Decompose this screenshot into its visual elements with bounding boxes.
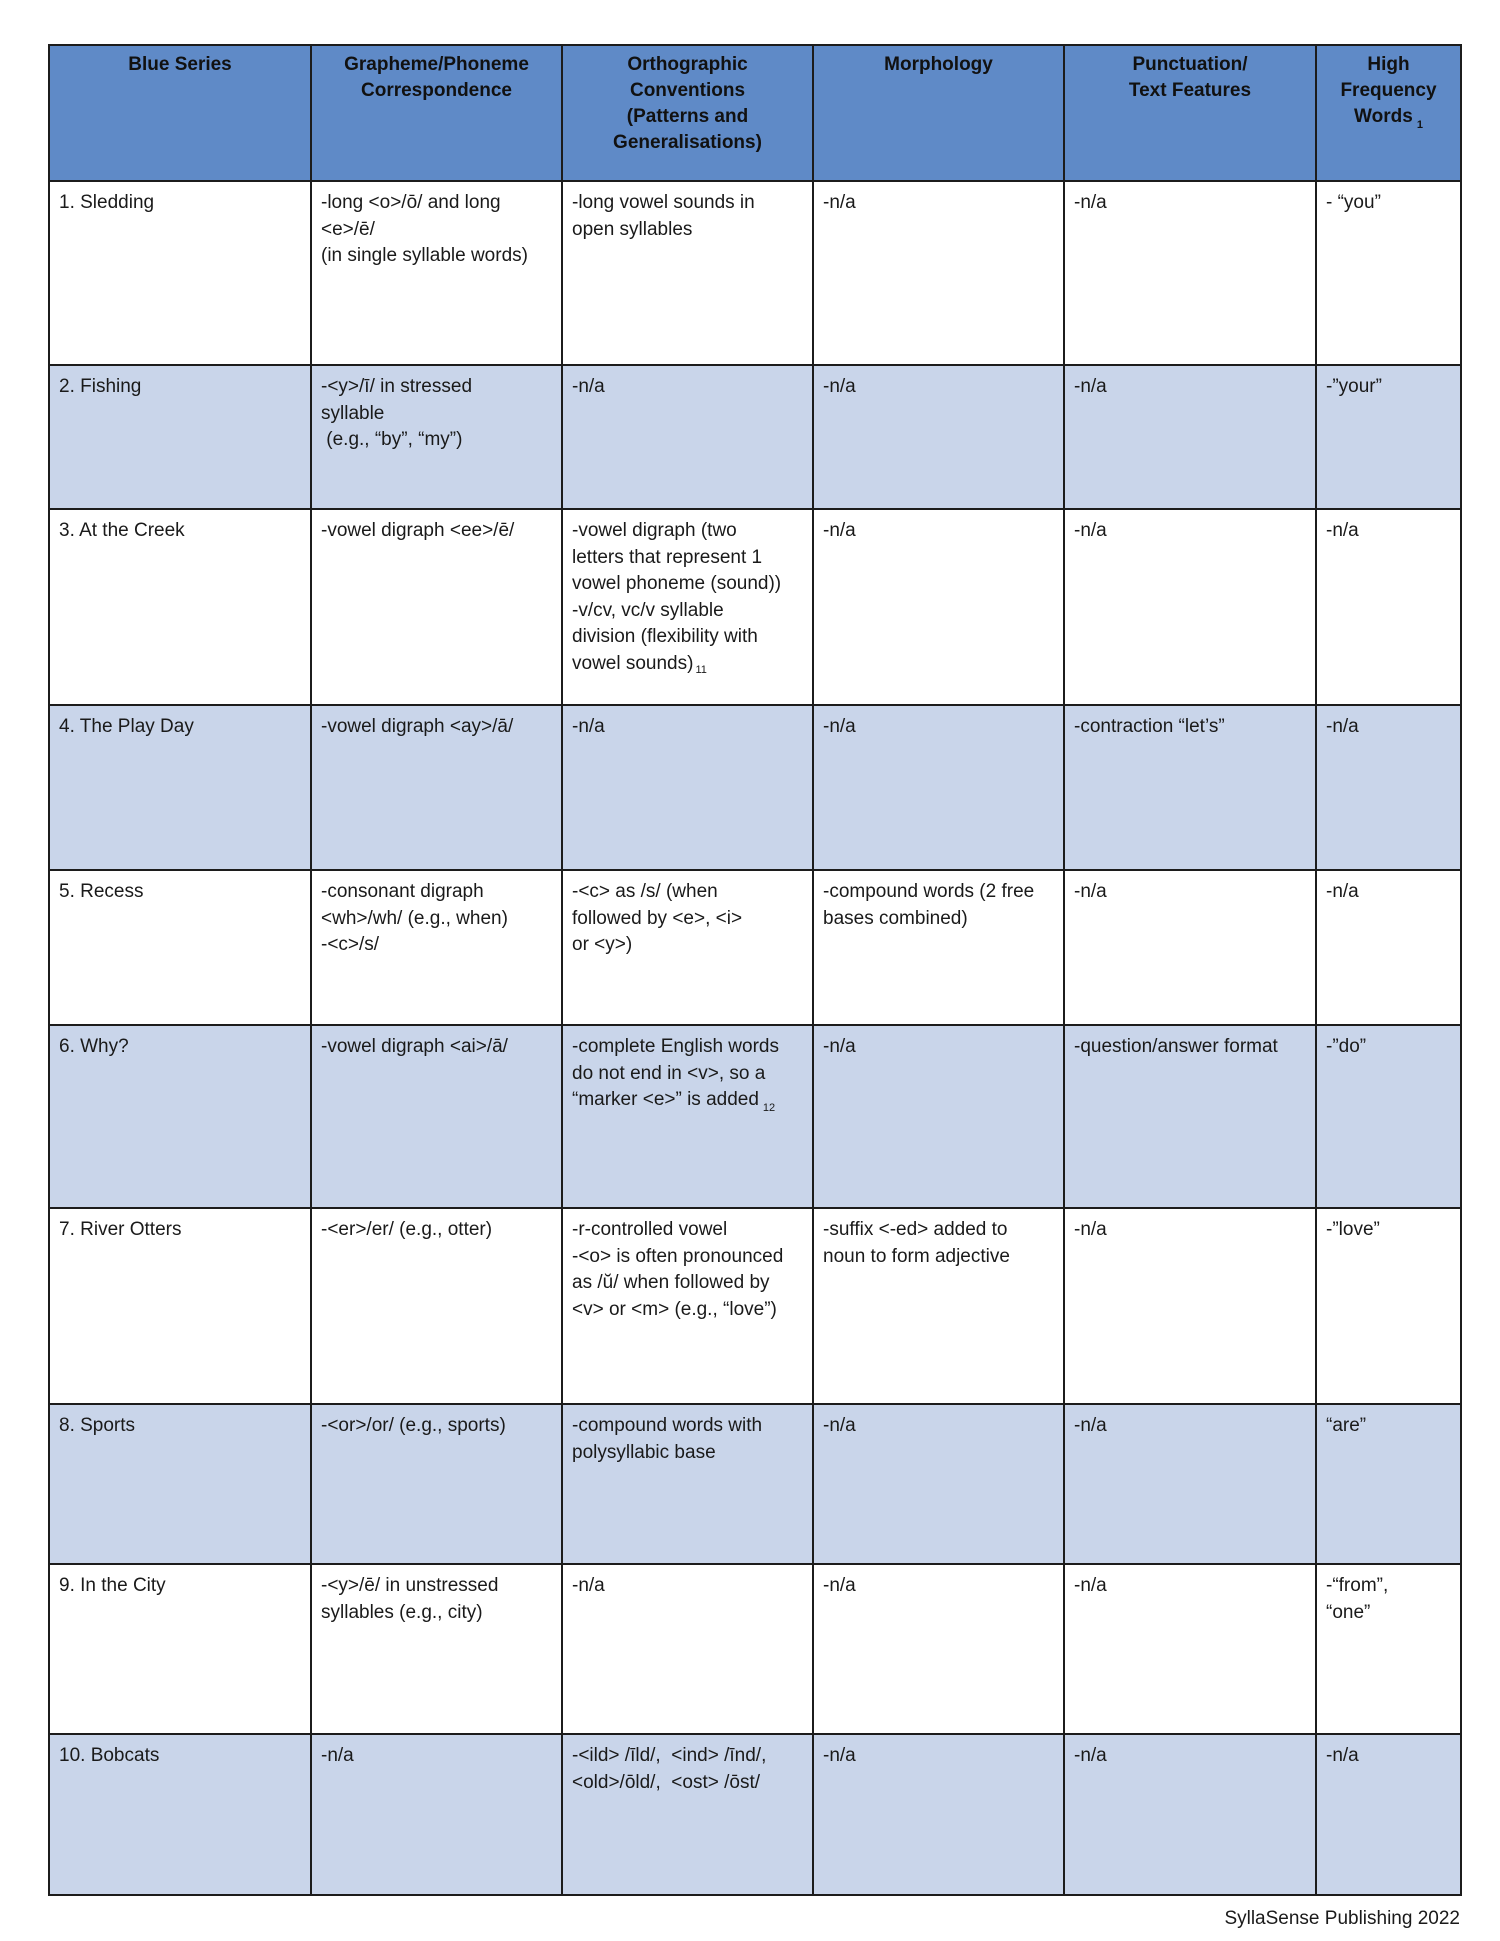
cell-text-line (1074, 190, 1307, 217)
cell-text-line (572, 217, 804, 244)
cell-morphology (813, 870, 1064, 1025)
cell-text-line (572, 1217, 804, 1244)
table-row (49, 509, 1461, 705)
cell-text: -n/a (1074, 1219, 1107, 1240)
cell-text: 10. Bobcats (59, 1745, 160, 1766)
cell-text-line (823, 518, 1055, 545)
header-text: High (1367, 54, 1410, 75)
cell-orthographic-conventions (562, 1404, 813, 1564)
cell-text: -n/a (823, 192, 856, 213)
cell-morphology (813, 705, 1064, 870)
cell-text-line (321, 217, 553, 244)
cell-text: -<o> is often pronounced (572, 1245, 784, 1267)
cell-punctuation-text-features (1064, 509, 1316, 705)
cell-text-line (1074, 374, 1307, 401)
cell-text-line (321, 1573, 553, 1600)
cell-text-line (321, 714, 553, 741)
cell-text: -n/a (1074, 1575, 1107, 1596)
cell-punctuation-text-features (1064, 1734, 1316, 1895)
cell-text: -compound words (2 free (823, 881, 1035, 902)
cell-text: (in single syllable words) (321, 245, 528, 266)
cell-orthographic-conventions (562, 1734, 813, 1895)
cell-morphology (813, 181, 1064, 365)
cell-orthographic-conventions (562, 365, 813, 509)
cell-text-line (321, 374, 553, 401)
cell-high-frequency-words (1316, 1734, 1461, 1895)
cell-high-frequency-words (1316, 705, 1461, 870)
cell-text-line (1326, 1743, 1452, 1770)
cell-text: -n/a (1074, 376, 1107, 397)
cell-text: (e.g., “by”, “my”) (321, 429, 463, 450)
cell-text: -<c> as /s/ (when (572, 881, 718, 902)
cell-text-line (572, 1087, 804, 1122)
cell-text-line (572, 1413, 804, 1440)
cell-morphology (813, 1025, 1064, 1208)
header-text: Text Features (1128, 80, 1252, 101)
cell-orthographic-conventions (562, 1025, 813, 1208)
cell-text: -n/a (823, 1575, 856, 1596)
cell-text: do not end in <v>, so a (572, 1062, 766, 1084)
cell-orthographic-conventions (562, 870, 813, 1025)
cell-series-title (49, 1734, 311, 1895)
cell-text-line (59, 1413, 302, 1440)
cell-text-line (823, 714, 1055, 741)
cell-morphology (813, 365, 1064, 509)
cell-high-frequency-words (1316, 870, 1461, 1025)
cell-text-line (59, 374, 302, 401)
cell-text-line (572, 1440, 804, 1467)
table-header-row (49, 45, 1461, 181)
cell-text: -<y>/ī/ in stressed (321, 376, 473, 397)
cell-high-frequency-words (1316, 1208, 1461, 1404)
cell-punctuation-text-features (1064, 1404, 1316, 1564)
cell-punctuation-text-features (1064, 705, 1316, 870)
cell-text-line (823, 1244, 1055, 1271)
cell-text-line (1074, 518, 1307, 545)
cell-text: -”do” (1326, 1036, 1367, 1057)
cell-morphology (813, 1208, 1064, 1404)
cell-text: - “you” (1326, 192, 1381, 213)
cell-text-line (1074, 879, 1307, 906)
cell-text-line (59, 1217, 302, 1244)
cell-punctuation-text-features (1064, 1025, 1316, 1208)
cell-punctuation-text-features (1064, 181, 1316, 365)
cell-text-line (823, 879, 1055, 906)
cell-text: “marker <e>” is added (572, 1089, 759, 1110)
cell-text-line (321, 427, 553, 454)
cell-grapheme-phoneme (311, 1025, 562, 1208)
cell-text: -n/a (572, 716, 605, 737)
cell-text: -<y>/ē/ in unstressed (321, 1575, 499, 1596)
cell-text-line (572, 1244, 804, 1271)
cell-text: “one” (1326, 1601, 1371, 1623)
cell-text: 4. The Play Day (59, 716, 194, 737)
cell-text-line (823, 1217, 1055, 1244)
cell-text: 9. In the City (59, 1575, 166, 1596)
cell-text-line (572, 1770, 804, 1797)
cell-high-frequency-words (1316, 1404, 1461, 1564)
cell-text: -r-controlled vowel (572, 1219, 728, 1240)
cell-text-line (321, 1034, 553, 1061)
cell-text: -long <o>/ō/ and long (321, 192, 501, 213)
cell-text: <wh>/wh/ (e.g., when) (321, 907, 508, 929)
table-row (49, 1564, 1461, 1734)
header-text: Frequency (1340, 80, 1437, 101)
cell-morphology (813, 509, 1064, 705)
cell-orthographic-conventions (562, 1564, 813, 1734)
cell-text-line (572, 598, 804, 625)
cell-text-line (572, 545, 804, 572)
cell-text: -vowel digraph <ee>/ē/ (321, 520, 515, 541)
cell-high-frequency-words (1316, 1564, 1461, 1734)
cell-text-line (321, 1413, 553, 1440)
cell-series-title (49, 705, 311, 870)
cell-text: -<ild> /īld/, <ind> /īnd/, (572, 1745, 767, 1766)
header-text: (Patterns and (626, 106, 749, 127)
cell-text: -n/a (1074, 881, 1107, 902)
cell-text: -v/cv, vc/v syllable (572, 599, 724, 621)
header-grapheme-phoneme (311, 45, 562, 181)
cell-text-line (321, 1600, 553, 1627)
cell-text: -n/a (1326, 716, 1359, 737)
cell-text: 5. Recess (59, 881, 144, 902)
cell-text-line (572, 1743, 804, 1770)
cell-grapheme-phoneme (311, 509, 562, 705)
cell-text-line (572, 932, 804, 959)
cell-grapheme-phoneme (311, 181, 562, 365)
cell-text: -n/a (321, 1745, 354, 1766)
cell-text: -vowel digraph <ai>/ā/ (321, 1036, 508, 1057)
footnote-marker: 12 (762, 1102, 776, 1114)
cell-text: 7. River Otters (59, 1219, 182, 1240)
cell-text-line (1326, 1573, 1452, 1600)
cell-text: -consonant digraph (321, 881, 484, 902)
cell-text-line (572, 1061, 804, 1088)
cell-text-line (1326, 1600, 1452, 1627)
cell-punctuation-text-features (1064, 1208, 1316, 1404)
cell-text-line (572, 190, 804, 217)
cell-text-line (321, 190, 553, 217)
cell-text: -compound words with (572, 1415, 763, 1436)
cell-grapheme-phoneme (311, 705, 562, 870)
cell-text: or <y>) (572, 934, 633, 955)
header-punctuation (1064, 45, 1316, 181)
cell-high-frequency-words (1316, 509, 1461, 705)
cell-text-line (572, 906, 804, 933)
cell-text-line (1326, 1217, 1452, 1244)
cell-text: -<c>/s/ (321, 934, 380, 955)
table-row (49, 1734, 1461, 1895)
table-body (49, 181, 1461, 1895)
table-row (49, 181, 1461, 365)
cell-text-line (1326, 714, 1452, 741)
cell-text-line (1326, 879, 1452, 906)
cell-text: -n/a (823, 1415, 856, 1436)
cell-text: -n/a (823, 520, 856, 541)
cell-morphology (813, 1734, 1064, 1895)
cell-text-line (572, 1034, 804, 1061)
table-row (49, 870, 1461, 1025)
cell-high-frequency-words (1316, 181, 1461, 365)
cell-text-line (823, 1413, 1055, 1440)
cell-text-line (59, 518, 302, 545)
cell-text-line (572, 651, 804, 684)
cell-text-line (321, 879, 553, 906)
cell-text: division (flexibility with (572, 626, 758, 647)
header-text: Conventions (629, 80, 746, 101)
cell-text-line (1074, 714, 1307, 741)
cell-text: followed by <e>, <i> (572, 907, 743, 929)
cell-punctuation-text-features (1064, 1564, 1316, 1734)
cell-text-line (321, 243, 553, 270)
cell-text: 8. Sports (59, 1415, 136, 1436)
cell-text-line (572, 1270, 804, 1297)
cell-text: -vowel digraph (two (572, 520, 737, 541)
cell-text-line (1326, 518, 1452, 545)
cell-text-line (823, 906, 1055, 933)
cell-text: -suffix <-ed> added to (823, 1219, 1008, 1240)
cell-series-title (49, 365, 311, 509)
cell-series-title (49, 870, 311, 1025)
header-text-part: Words (1354, 106, 1413, 127)
cell-text: vowel phoneme (sound)) (572, 573, 782, 594)
cell-text: -contraction “let’s” (1074, 716, 1225, 737)
header-text: Orthographic (627, 54, 748, 75)
cell-text-line (1326, 1034, 1452, 1061)
cell-text: -n/a (823, 376, 856, 397)
cell-text-line (572, 571, 804, 598)
cell-text: “are” (1326, 1415, 1367, 1436)
cell-text: 1. Sledding (59, 192, 155, 213)
cell-text: -n/a (823, 1036, 856, 1057)
cell-text: -long vowel sounds in (572, 192, 755, 213)
header-text: Grapheme/Phoneme (344, 54, 529, 75)
cell-series-title (49, 1404, 311, 1564)
cell-text: syllable (321, 402, 385, 424)
cell-orthographic-conventions (562, 181, 813, 365)
cell-text-line (321, 1217, 553, 1244)
cell-text-line (1326, 1413, 1452, 1440)
table-row (49, 1025, 1461, 1208)
cell-high-frequency-words (1316, 365, 1461, 509)
cell-grapheme-phoneme (311, 1564, 562, 1734)
cell-text-line (1074, 1034, 1307, 1061)
header-orthographic-conventions (562, 45, 813, 181)
header-blue-series (49, 45, 311, 181)
cell-text: -n/a (1326, 1745, 1359, 1766)
cell-text: -n/a (1074, 1745, 1107, 1766)
cell-text-line (1326, 190, 1452, 217)
header-text: Blue Series (128, 54, 232, 75)
cell-text-line (321, 518, 553, 545)
cell-text-line (59, 714, 302, 741)
cell-text-line (59, 190, 302, 217)
publisher-footer: SyllaSense Publishing 2022 (1224, 1908, 1460, 1929)
cell-text-line (572, 1573, 804, 1600)
cell-text-line (321, 906, 553, 933)
cell-text-line (1074, 1743, 1307, 1770)
cell-text: letters that represent 1 (572, 546, 763, 568)
cell-text: 2. Fishing (59, 376, 142, 397)
table-row (49, 365, 1461, 509)
cell-orthographic-conventions (562, 705, 813, 870)
cell-text: <v> or <m> (e.g., “love”) (572, 1298, 777, 1320)
cell-text-line (1326, 374, 1452, 401)
cell-text: noun to form adjective (823, 1245, 1010, 1267)
header-morphology (813, 45, 1064, 181)
cell-text-line (59, 879, 302, 906)
cell-text: syllables (e.g., city) (321, 1601, 483, 1623)
cell-text: -<or>/or/ (e.g., sports) (321, 1415, 506, 1436)
cell-text: 6. Why? (59, 1036, 129, 1057)
cell-text: 3. At the Creek (59, 520, 185, 541)
cell-grapheme-phoneme (311, 1404, 562, 1564)
cell-text: as /ŭ/ when followed by (572, 1272, 770, 1293)
footnote-marker: 1 (1416, 119, 1423, 131)
cell-series-title (49, 1208, 311, 1404)
cell-text-line (823, 374, 1055, 401)
footnote-marker: 11 (695, 664, 707, 677)
cell-text-line (572, 1297, 804, 1324)
cell-orthographic-conventions (562, 1208, 813, 1404)
cell-text: -<er>/er/ (e.g., otter) (321, 1219, 493, 1240)
cell-text-line (321, 1743, 553, 1770)
cell-text: bases combined) (823, 907, 968, 929)
header-text: Correspondence (361, 80, 512, 101)
cell-text-line (572, 374, 804, 401)
header-text (1323, 104, 1454, 138)
table-row (49, 705, 1461, 870)
cell-text: open syllables (572, 218, 693, 240)
cell-text: -“from”, (1326, 1575, 1389, 1596)
cell-high-frequency-words (1316, 1025, 1461, 1208)
cell-text-line (823, 190, 1055, 217)
cell-series-title (49, 509, 311, 705)
cell-text: -n/a (1074, 520, 1107, 541)
cell-text: -complete English words (572, 1036, 779, 1057)
header-text: Generalisations) (613, 132, 762, 153)
cell-text: -vowel digraph <ay>/ā/ (321, 716, 514, 737)
cell-text: <e>/ē/ (321, 218, 375, 240)
cell-text-line (59, 1573, 302, 1600)
cell-text: -n/a (1074, 192, 1107, 213)
cell-text: <old>/ōld/, <ost> /ōst/ (572, 1771, 761, 1793)
cell-text: polysyllabic base (572, 1441, 716, 1463)
cell-text: -n/a (1074, 1415, 1107, 1436)
cell-series-title (49, 1025, 311, 1208)
header-text: Punctuation/ (1132, 54, 1248, 75)
cell-text-line (823, 1573, 1055, 1600)
cell-morphology (813, 1404, 1064, 1564)
cell-text-line (572, 714, 804, 741)
cell-text-line (572, 518, 804, 545)
scope-sequence-table (48, 44, 1462, 1896)
cell-text: -n/a (572, 376, 605, 397)
cell-text-line (321, 401, 553, 428)
cell-text: -n/a (572, 1575, 605, 1596)
cell-text-line (59, 1743, 302, 1770)
header-text: Morphology (884, 54, 993, 75)
cell-punctuation-text-features (1064, 870, 1316, 1025)
cell-grapheme-phoneme (311, 870, 562, 1025)
cell-punctuation-text-features (1064, 365, 1316, 509)
cell-text: -n/a (1326, 881, 1359, 902)
cell-text-line (1074, 1217, 1307, 1244)
cell-text: -”your” (1326, 376, 1382, 397)
cell-text-line (321, 932, 553, 959)
cell-series-title (49, 1564, 311, 1734)
cell-text-line (572, 624, 804, 651)
table-row (49, 1404, 1461, 1564)
cell-text: vowel sounds) (572, 652, 694, 674)
cell-text-line (823, 1743, 1055, 1770)
header-high-frequency-words (1316, 45, 1461, 181)
table-row (49, 1208, 1461, 1404)
cell-grapheme-phoneme (311, 1734, 562, 1895)
cell-text: -n/a (1326, 520, 1359, 541)
cell-text: -n/a (823, 1745, 856, 1766)
cell-text-line (1074, 1573, 1307, 1600)
cell-orthographic-conventions (562, 509, 813, 705)
cell-text-line (823, 1034, 1055, 1061)
cell-text: -question/answer format (1074, 1036, 1278, 1057)
cell-grapheme-phoneme (311, 1208, 562, 1404)
cell-morphology (813, 1564, 1064, 1734)
cell-text-line (59, 1034, 302, 1061)
cell-text: -n/a (823, 716, 856, 737)
cell-text: -”love” (1326, 1219, 1380, 1240)
cell-series-title (49, 181, 311, 365)
cell-text-line (1074, 1413, 1307, 1440)
cell-grapheme-phoneme (311, 365, 562, 509)
cell-text-line (572, 879, 804, 906)
